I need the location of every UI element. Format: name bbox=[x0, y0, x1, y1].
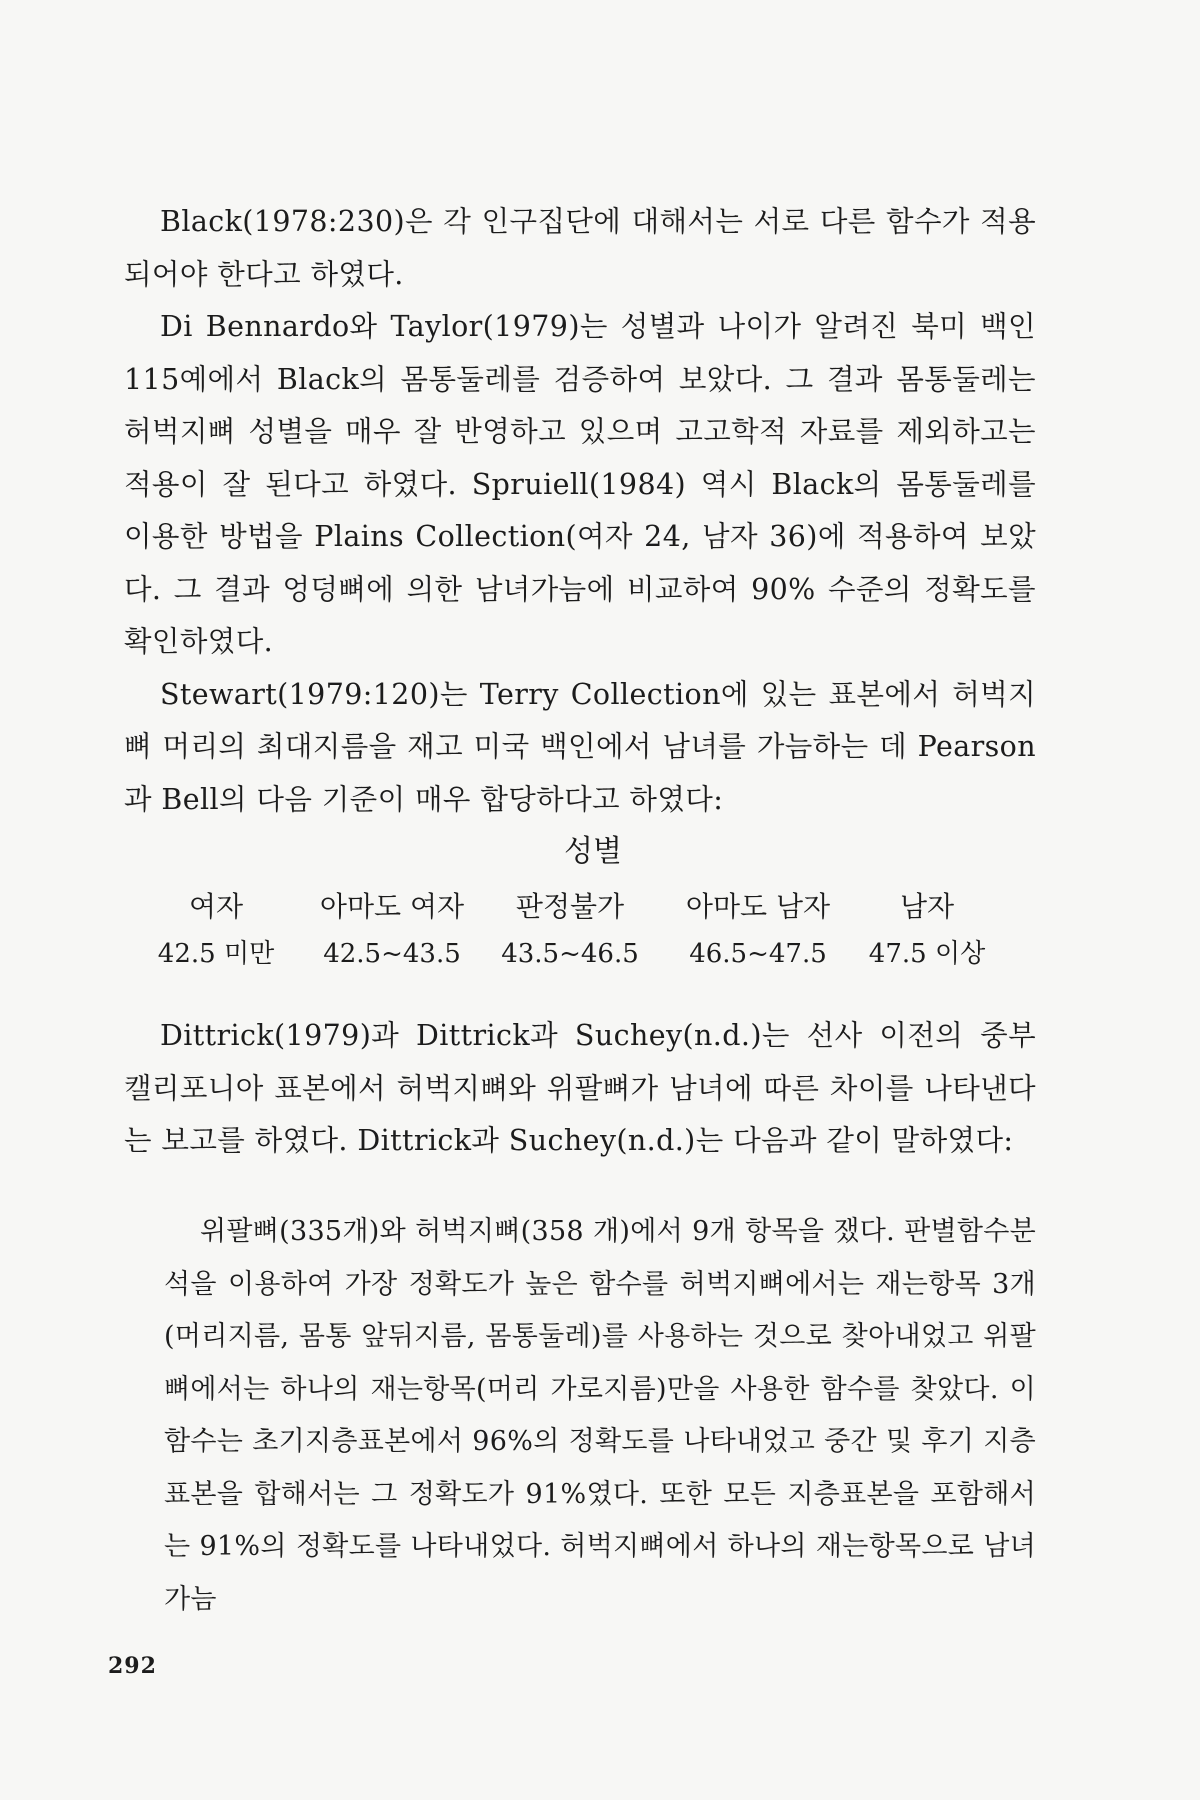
table-caption: 성별 bbox=[564, 834, 622, 869]
sex-criteria-table bbox=[124, 826, 1036, 976]
table-header: 아마도 여자 bbox=[319, 890, 465, 923]
table-cell: 43.5~46.5 bbox=[501, 939, 639, 969]
table-cell: 47.5 이상 bbox=[868, 939, 986, 969]
table-cell: 42.5~43.5 bbox=[323, 939, 461, 969]
body-text-lower bbox=[124, 1010, 1036, 1168]
paragraph-dittrick: Dittrick(1979)과 Dittrick과 Suchey(n.d.)는 선사 이전의 중부 캘리포니아 표본에서 허벅지뼈와 위팔뼈가 남녀에 따른 차이를 나타낸다는 보고를 하였다. Dittrick과 Suchey(n.d.)는 다음과 같이 말하였다: bbox=[124, 1019, 1036, 1157]
paragraph-stewart: Stewart(1979:120)는 Terry Collection에 있는 표본에서 허벅지뼈 머리의 최대지름을 재고 미국 백인에서 남녀를 가늠하는 데 Pearson과 Bell의 다음 기준이 매우 합당하다고 하였다: bbox=[124, 677, 1036, 816]
table-value-row bbox=[124, 932, 1036, 976]
table-header: 남자 bbox=[899, 890, 955, 923]
table-cell: 46.5~47.5 bbox=[689, 939, 827, 969]
paragraph-di-bennardo: Di Bennardo와 Taylor(1979)는 성별과 나이가 알려진 북미 백인 115예에서 Black의 몸통둘레를 검증하여 보았다. 그 결과 몸통둘레는 허벅지뼈 성별을 매우 잘 반영하고 있으며 고고학적 자료를 제외하고는 적용이 잘 된다고 하였다. Spruiell(1984) 역시 Black의 몸통둘레를 이용한 방법을 Plains Collection(여자 24, 남자 36)에 적용하여 보았다. 그 결과 엉덩뼈에 의한 남녀가늠에 비교하여 90% 수준의 정확도를 확인하였다. bbox=[124, 310, 1036, 658]
table-header: 여자 bbox=[188, 890, 244, 923]
table-header: 판정불가 bbox=[515, 890, 625, 923]
paragraph-black: Black(1978:230)은 각 인구집단에 대해서는 서로 다른 함수가 적용되어야 한다고 하였다. bbox=[124, 205, 1036, 291]
table-cell: 42.5 미만 bbox=[157, 939, 275, 969]
table-header: 아마도 남자 bbox=[685, 890, 831, 923]
body-text-upper bbox=[124, 196, 1036, 826]
page-number: 292 bbox=[108, 1653, 157, 1679]
quote-text: 위팔뼈(335개)와 허벅지뼈(358 개)에서 9개 항목을 쟀다. 판별함수분석을 이용하여 가장 정확도가 높은 함수를 허벅지뼈에서는 재는항목 3개(머리지름, 몸통 앞뒤지름, 몸통둘레)를 사용하는 것으로 찾아내었고 위팔뼈에서는 하나의 재는항목(머리 가로지름)만을 사용한 함수를 찾았다. 이 함수는 초기지층표본에서 96%의 정확도를 나타내었고 중간 및 후기 지층표본을 합해서는 그 정확도가 91%였다. 또한 모든 지층표본을 포함해서는 91%의 정확도를 나타내었다. 허벅지뼈에서 하나의 재는항목으로 남녀가늠 bbox=[164, 1216, 1036, 1615]
block-quote bbox=[164, 1206, 1036, 1626]
table-header-row bbox=[124, 882, 1036, 932]
